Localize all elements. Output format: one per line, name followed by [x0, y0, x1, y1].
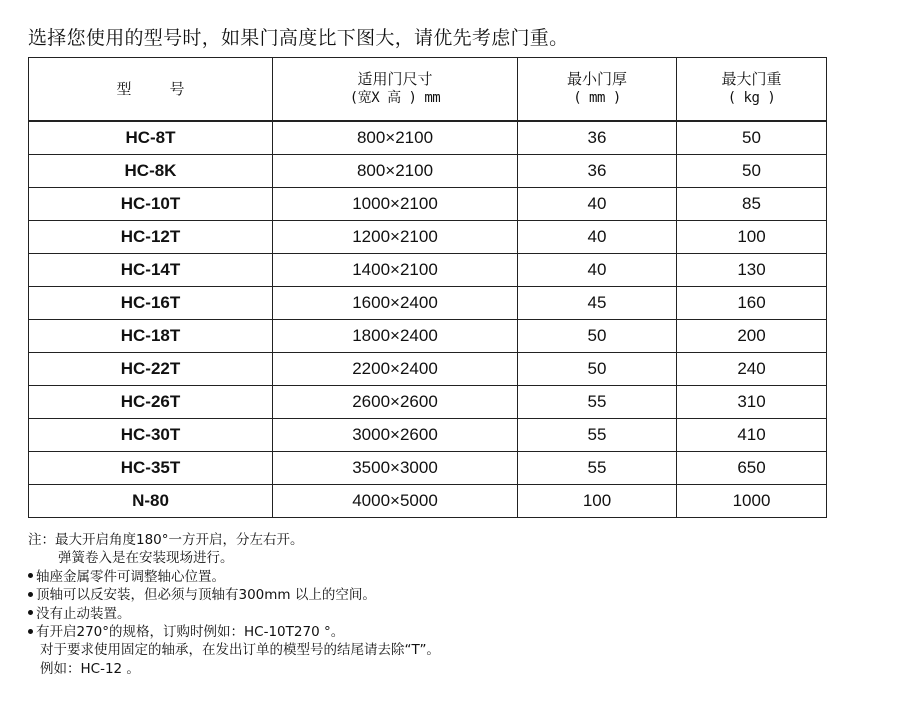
- header-min-thickness: [518, 58, 677, 122]
- bullet-text: 没有止动装置。: [36, 605, 131, 622]
- cell-weight: 85: [677, 188, 827, 221]
- cell-size: 1200×2100: [273, 221, 518, 254]
- cell-weight: 310: [677, 386, 827, 419]
- cell-weight: 160: [677, 287, 827, 320]
- cell-size: 1000×2100: [273, 188, 518, 221]
- cell-weight: 650: [677, 452, 827, 485]
- header-model: 型号: [29, 58, 273, 122]
- cell-weight: 50: [677, 121, 827, 155]
- table-row: [29, 188, 827, 221]
- cell-model: HC-8K: [29, 155, 273, 188]
- bullet-text: 有开启270°的规格，订购时例如：HC-10T270 °。: [36, 624, 345, 641]
- table-body: [29, 121, 827, 518]
- header-max-weight-unit: ( kg ): [727, 90, 776, 106]
- cell-weight: 200: [677, 320, 827, 353]
- note-line: 注：最大开启角度180°一方开启，分左右开。: [28, 532, 304, 548]
- header-door-size-unit: (宽X 高 ) mm: [349, 90, 441, 106]
- bullet-item: [28, 568, 440, 586]
- cell-size: 2600×2600: [273, 386, 518, 419]
- header-min-thickness-label: 最小门厚: [566, 70, 627, 88]
- bullet-text: 轴座金属零件可调整轴心位置。: [36, 568, 225, 585]
- cell-size: 1600×2400: [273, 287, 518, 320]
- cell-size: 1400×2100: [273, 254, 518, 287]
- table-row: [29, 320, 827, 353]
- table-row: [29, 287, 827, 320]
- cell-model: HC-16T: [29, 287, 273, 320]
- cell-size: 800×2100: [273, 121, 518, 155]
- cell-size: 2200×2400: [273, 353, 518, 386]
- bullet-dot-icon: [28, 592, 33, 597]
- bullet-dot-icon: [28, 573, 33, 578]
- table-row: [29, 485, 827, 518]
- bullet-item: [28, 586, 440, 604]
- notes-section: [28, 531, 440, 678]
- page-heading: 选择您使用的型号时，如果门高度比下图大，请优先考虑门重。: [28, 27, 569, 49]
- cell-thickness: 40: [518, 221, 677, 254]
- header-door-size: [273, 58, 518, 122]
- table-row: [29, 386, 827, 419]
- bullet-text: 顶轴可以反安装，但必须与顶轴有300mm 以上的空间。: [36, 587, 376, 604]
- cell-weight: 1000: [677, 485, 827, 518]
- cell-size: 3000×2600: [273, 419, 518, 452]
- cell-thickness: 55: [518, 419, 677, 452]
- cell-thickness: 100: [518, 485, 677, 518]
- cell-thickness: 36: [518, 155, 677, 188]
- note-line: 例如：HC-12 。: [40, 660, 140, 677]
- note-line: 弹簧卷入是在安装现场进行。: [58, 550, 234, 567]
- cell-thickness: 55: [518, 452, 677, 485]
- cell-weight: 100: [677, 221, 827, 254]
- cell-weight: 410: [677, 419, 827, 452]
- cell-thickness: 36: [518, 121, 677, 155]
- cell-size: 4000×5000: [273, 485, 518, 518]
- cell-thickness: 55: [518, 386, 677, 419]
- spec-table: [28, 57, 827, 518]
- table-row: [29, 353, 827, 386]
- cell-weight: 130: [677, 254, 827, 287]
- cell-model: HC-30T: [29, 419, 273, 452]
- cell-model: HC-12T: [29, 221, 273, 254]
- bullet-item: [28, 605, 440, 623]
- cell-model: N-80: [29, 485, 273, 518]
- table-row: [29, 254, 827, 287]
- header-min-thickness-unit: ( mm ): [573, 90, 621, 106]
- cell-thickness: 50: [518, 353, 677, 386]
- cell-model: HC-8T: [29, 121, 273, 155]
- table-row: [29, 155, 827, 188]
- cell-thickness: 45: [518, 287, 677, 320]
- table-row: [29, 221, 827, 254]
- cell-model: HC-10T: [29, 188, 273, 221]
- bullet-dot-icon: [28, 610, 33, 615]
- header-max-weight: [677, 58, 827, 122]
- cell-weight: 240: [677, 353, 827, 386]
- cell-model: HC-22T: [29, 353, 273, 386]
- cell-model: HC-18T: [29, 320, 273, 353]
- table-row: [29, 121, 827, 155]
- cell-weight: 50: [677, 155, 827, 188]
- cell-thickness: 50: [518, 320, 677, 353]
- cell-model: HC-35T: [29, 452, 273, 485]
- header-door-size-label: 适用门尺寸: [357, 70, 433, 88]
- header-max-weight-label: 最大门重: [721, 70, 782, 88]
- bullet-item: [28, 623, 440, 641]
- cell-model: HC-26T: [29, 386, 273, 419]
- cell-size: 800×2100: [273, 155, 518, 188]
- cell-model: HC-14T: [29, 254, 273, 287]
- cell-thickness: 40: [518, 254, 677, 287]
- cell-size: 1800×2400: [273, 320, 518, 353]
- table-row: [29, 452, 827, 485]
- cell-size: 3500×3000: [273, 452, 518, 485]
- bullet-dot-icon: [28, 629, 33, 634]
- table-row: [29, 419, 827, 452]
- table-header-row: [29, 58, 827, 122]
- cell-thickness: 40: [518, 188, 677, 221]
- note-line: 对于要求使用固定的轴承，在发出订单的模型号的结尾请去除“T”。: [40, 642, 440, 659]
